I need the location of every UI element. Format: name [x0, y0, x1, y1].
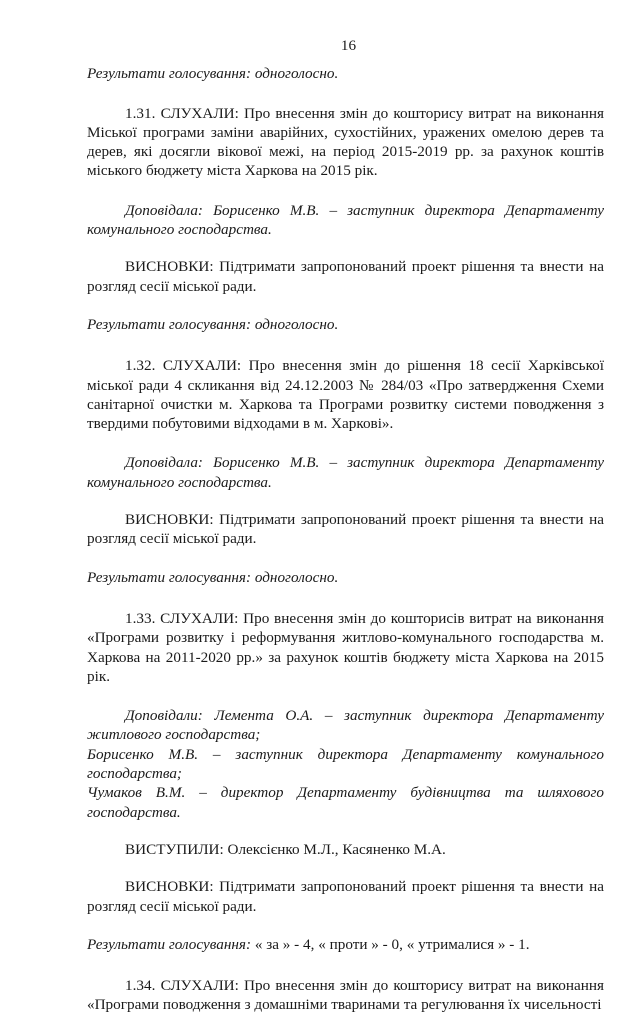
page-number: 16: [340, 37, 357, 54]
agenda-item-1-32: 1.32. СЛУХАЛИ: Про внесення змін до рішення 18 сесії Харківської міської ради 4 скликання від 24.12.2003 № 284/03 «Про затвердження Схеми санітарної очистки м. Харкова та Програми розвитку системи поводження з твердими побутовими відходами в м. Харкові».: [87, 357, 604, 433]
voting-result: [87, 935, 604, 954]
voting-result: Результати голосування: одноголосно.: [87, 65, 339, 83]
voting-result-label: Результати голосування:: [87, 935, 252, 953]
reporter: Борисенко М.В. – заступник директора Департаменту комунального господарства;: [87, 745, 604, 783]
conclusion: ВИСНОВКИ: Підтримати запропонований проект рішення та внести на розгляд сесії міської ради.: [87, 511, 604, 548]
conclusion: ВИСНОВКИ: Підтримати запропонований проект рішення та внести на розгляд сесії міської ради.: [87, 258, 604, 295]
agenda-item-1-33: 1.33. СЛУХАЛИ: Про внесення змін до кошторисів витрат на виконання «Програми розвитку і реформування житлово-комунального господарства м. Харкова на 2011-2020 рр.» за рахунок коштів бюджету міста Харкова на 2015 рік.: [87, 609, 604, 685]
reporter: Доповідали: Лемента О.А. – заступник директора Департаменту житлового господарства;: [87, 707, 604, 744]
reporter: Доповідала: Борисенко М.В. – заступник директора Департаменту комунального господарства.: [87, 454, 604, 491]
reporter: Чумаков В.М. – директор Департаменту будівництва та шляхового господарства.: [87, 784, 604, 821]
voting-result: Результати голосування: одноголосно.: [87, 568, 339, 586]
voting-result-counts: « за » - 4, « проти » - 0, « утрималися » - 1.: [251, 935, 530, 953]
agenda-item-1-31: 1.31. СЛУХАЛИ: Про внесення змін до кошторису витрат на виконання Міської програми заміни аварійних, сухостійних, уражених омелою дерев та дерев, які досягли вікової межі, на період 2015-2019 рр. за рахунок коштів міського бюджету міста Харкова на 2015 рік.: [87, 104, 604, 180]
conclusion: ВИСНОВКИ: Підтримати запропонований проект рішення та внести на розгляд сесії міської ради.: [87, 878, 604, 915]
voting-result: Результати голосування: одноголосно.: [87, 315, 339, 333]
agenda-item-1-34: 1.34. СЛУХАЛИ: Про внесення змін до кошторису витрат на виконання «Програми поводження з домашніми тваринами та регулювання їх чисельності: [87, 977, 604, 1014]
reporter: Доповідала: Борисенко М.В. – заступник директора Департаменту комунального господарства.: [87, 201, 604, 239]
speakers: ВИСТУПИЛИ: Олексієнко М.Л., Касяненко М.А.: [125, 840, 446, 858]
